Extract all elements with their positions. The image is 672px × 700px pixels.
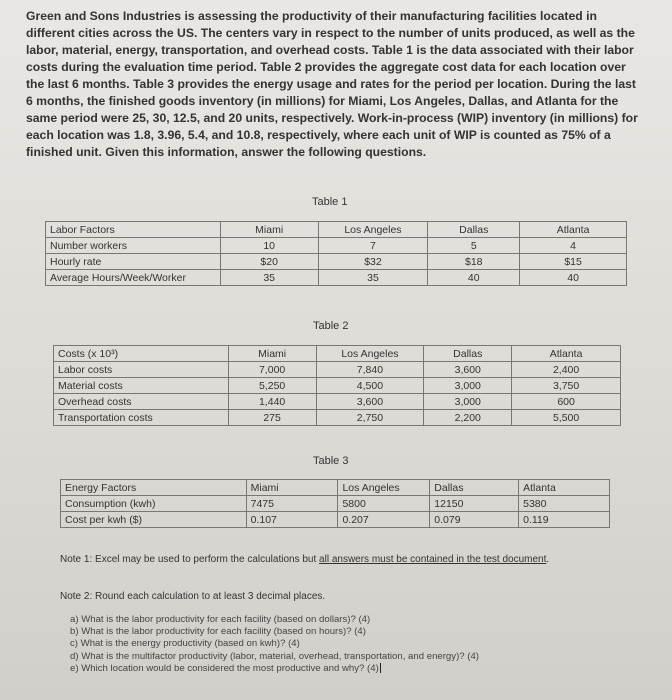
table-row: [54, 410, 621, 426]
table-cell: $15: [520, 254, 627, 270]
table-cell: 7475: [246, 496, 338, 512]
table-cell: 3,000: [424, 394, 512, 410]
table-cell: 4,500: [316, 378, 424, 394]
table-row: [61, 496, 610, 512]
header-cell: Atlanta: [512, 346, 621, 362]
table-cell: 2,750: [316, 410, 424, 426]
header-cell: Atlanta: [519, 480, 610, 496]
row-label: Material costs: [54, 378, 229, 394]
header-cell: Los Angeles: [316, 346, 424, 362]
table-cell: 3,600: [316, 394, 424, 410]
table-cell: 2,200: [424, 410, 512, 426]
table-row: [54, 362, 621, 378]
question-list: [70, 614, 479, 675]
table-cell: 7: [318, 238, 428, 254]
note-1-text: Note 1: Excel may be used to perform the calculations but: [60, 554, 320, 565]
table-cell: 0.119: [519, 512, 610, 528]
table-cell: 5,500: [512, 410, 621, 426]
table-cell: 7,840: [316, 362, 424, 378]
header-cell: Dallas: [430, 480, 519, 496]
header-cell: Energy Factors: [61, 480, 247, 496]
table-2-costs: [53, 345, 621, 426]
table-cell: 3,750: [512, 378, 621, 394]
table-cell: 3,600: [424, 362, 512, 378]
table-cell: 40: [428, 270, 520, 286]
table-cell: 4: [520, 238, 627, 254]
table-cell: 1,440: [228, 394, 316, 410]
table-3-caption: Table 3: [313, 455, 349, 467]
table-cell: 0.107: [246, 512, 338, 528]
table-row: [54, 346, 621, 362]
row-label: Hourly rate: [46, 254, 221, 270]
table-row: [46, 222, 627, 238]
table-3-energy-factors: [60, 479, 610, 528]
row-label: Labor costs: [54, 362, 229, 378]
header-cell: Costs (x 10³): [54, 346, 229, 362]
header-cell: Miami: [220, 222, 318, 238]
header-cell: Los Angeles: [318, 222, 428, 238]
table-cell: 7,000: [228, 362, 316, 378]
question-c: c) What is the energy productivity (based on kwh)? (4): [70, 638, 300, 650]
table-1-caption: Table 1: [312, 196, 348, 208]
table-cell: 5800: [338, 496, 430, 512]
question-a: a) What is the labor productivity for each facility (based on dollars)? (4): [70, 614, 371, 625]
header-cell: Miami: [228, 346, 316, 362]
table-cell: 3,000: [424, 378, 512, 394]
table-row: [46, 254, 627, 270]
table-cell: $18: [428, 254, 520, 270]
table-cell: 35: [220, 270, 318, 286]
table-cell: 35: [318, 270, 428, 286]
table-cell: 5: [428, 238, 520, 254]
note-1: [60, 553, 620, 567]
row-label: Overhead costs: [54, 394, 229, 410]
note-1-emphasis: all answers must be contained in the test document: [319, 554, 547, 565]
table-cell: 0.207: [338, 512, 430, 528]
question-b: b) What is the labor productivity for each facility (based on hours)? (4): [70, 626, 366, 638]
table-cell: 5,250: [228, 378, 316, 394]
row-label: Number workers: [46, 238, 221, 254]
table-cell: 10: [220, 238, 318, 254]
header-cell: Dallas: [424, 346, 512, 362]
table-cell: 2,400: [512, 362, 621, 378]
table-cell: 12150: [430, 496, 519, 512]
table-cell: 40: [520, 270, 627, 286]
question-e: [70, 663, 479, 675]
row-label: Average Hours/Week/Worker: [46, 270, 221, 286]
table-cell: 600: [512, 394, 621, 410]
question-e-text: e) Which location would be considered the most productive and why? (4): [70, 662, 379, 674]
header-cell: Miami: [246, 480, 338, 496]
table-2-caption: Table 2: [313, 320, 349, 332]
header-cell: Labor Factors: [46, 222, 221, 238]
table-cell: $20: [220, 254, 318, 270]
table-row: [54, 378, 621, 394]
header-cell: Dallas: [428, 222, 520, 238]
table-row: [46, 238, 627, 254]
row-label: Cost per kwh ($): [61, 512, 247, 528]
table-row: [46, 270, 627, 286]
question-d: d) What is the multifactor productivity (labor, material, overhead, transportation, and energy)? (4): [70, 650, 479, 662]
note-2: Note 2: Round each calculation to at least 3 decimal places.: [60, 591, 326, 602]
table-1-labor-factors: [45, 221, 627, 286]
table-row: [61, 512, 610, 528]
table-row: [54, 394, 621, 410]
table-cell: $32: [318, 254, 428, 270]
problem-statement: Green and Sons Industries is assessing the productivity of their manufacturing facilities located in different cities across the US. The centers vary in respect to the number of units produced, as well as the labor, material, energy, transportation, and overhead costs. Table 1 is the data associated with their labor costs during the evaluation time period. Table 2 provides the aggregate cost data for each location over the last 6 months. Table 3 provides the energy usage and rates for the period per location. During the last 6 months, the finished goods inventory (in millions) for Miami, Los Angeles, Dallas, and Atlanta for the same period were 25, 30, 12.5, and 20 units, respectively. Work-in-process (WIP) inventory (in millions) for each location was 1.8, 3.96, 5.4, and 10.8, respectively, where each unit of WIP is counted as 75% of a finished unit. Given this information, answer the following questions.: [26, 9, 638, 159]
table-cell: 5380: [519, 496, 610, 512]
row-label: Transportation costs: [54, 410, 229, 426]
header-cell: Atlanta: [520, 222, 627, 238]
table-cell: 275: [228, 410, 316, 426]
table-row: [61, 480, 610, 496]
note-1-end: .: [546, 554, 550, 565]
row-label: Consumption (kwh): [61, 496, 247, 512]
text-cursor: [380, 663, 381, 673]
header-cell: Los Angeles: [338, 480, 430, 496]
table-cell: 0.079: [430, 512, 519, 528]
